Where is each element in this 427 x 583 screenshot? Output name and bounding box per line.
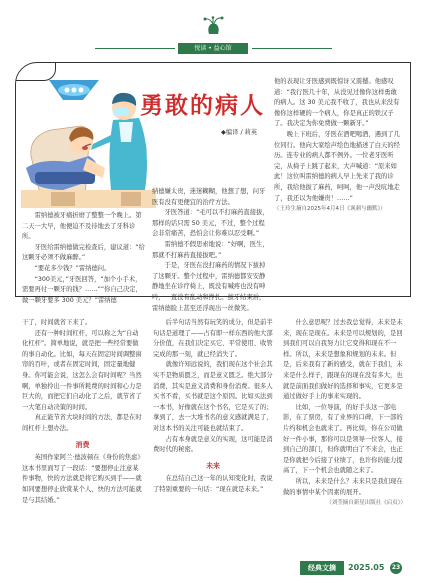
- subhead-future: 未来: [206, 461, 220, 470]
- story-box: [15, 62, 411, 312]
- story-paragraph: 晚上下班后，牙医在酒吧喝酒，遇到了几位同行。他向大家绘声绘色地描述了白天的经历。连专业的病人都不例外。一位老牙医听完，从椅子上跳了起来，大声喊道：“原来如此！这位叫雷纳德的病人早上先来了我的诊所，我给他拔了麻药，呵呵，他一声没吭地走了，我还以为他嫌贵！……”: [274, 130, 400, 202]
- story-byline: ◆编译 / 莉英: [221, 129, 258, 136]
- article-paragraph: 占有本身就是意义的实现，这可能是消费时代的秘密。: [153, 435, 273, 454]
- article-paragraph: 真正能节省大块时间的方法，都是在时间杠杆上想办法。: [22, 414, 142, 432]
- story-column-2: [152, 187, 270, 314]
- story-paragraph: 雷纳德被牙痛折磨了整整一个晚上。第二天一大早，他便迫不及待地去了牙科诊所。: [22, 212, 142, 241]
- article-column-3: [283, 318, 406, 509]
- article-source: （刘莹摘自新星出版社《启页》）: [326, 500, 406, 507]
- article-paragraph: 在总结自己这一年的认知变化时，我说了特别重要的一句话：“现在就是未来。”: [153, 475, 273, 493]
- story-paragraph: 雷纳德不假思索地说：“好啊，医生，那就不打麻药直接拔吧。”: [152, 240, 269, 259]
- story-paragraph: 牙医答道：“毛可以不打麻药直接拔，那样的话只需 50 美元，不过，整个过程会非常痛苦，恐怕会让你难以忍受啊。”: [152, 209, 269, 238]
- story-paragraph: 纳德嫌太贵，迷迷糊糊，他想了想，问牙医有没有更便宜的治疗方法。: [152, 188, 266, 206]
- magazine-name: 经典文摘: [300, 561, 344, 575]
- story-title: 勇敢的病人: [140, 92, 265, 119]
- subhead-consumption: 消费: [75, 440, 90, 449]
- story-paragraph: “要花多少钱？”雷纳德问。: [34, 264, 111, 272]
- page-header: [0, 6, 427, 56]
- story-column-3: [274, 77, 400, 215]
- article-column-1: [22, 318, 143, 506]
- story-column-1: [22, 211, 147, 306]
- section-label: 悦读 • 益心馆: [178, 43, 248, 54]
- issue-number: 2025.05: [348, 563, 385, 572]
- article-column-2: [153, 318, 273, 496]
- story-paragraph: 于是，牙医在没打麻药的情况下拔掉了这颗牙。整个过程中，雷纳德都安安静静地坐在诊疗椅上，既没有喊疼也没有呻吟，一直没有乱动和挣扎。拔牙结束后，雷纳德脸上甚至还浮现出一丝微笑。: [152, 262, 266, 312]
- dentist-illustration: [21, 78, 156, 208]
- article-paragraph: 还有一种时间杠杆，可以称之为“自动化杠杆”。简单地说，就是把一些经常要做的事自动化。比如，每天在固定时间调整窗帘的百叶，或者在固定时间，固定量地健身。你可能会说，这怎么会有时间呢？当然啊，单独拎出一件事所耗费的时间和心力是巨大的，而把它们自动化了之后，就节省了一大笔自动决策的时间。: [22, 329, 142, 411]
- article-paragraph: 英国作家阿兰·德波顿在《身份的焦虑》这本书里面写了一段话：“要想停止注意某件事物，快的方法就是将它购买到手——就如同要想停止欣赏某个人，快的方法可能就是与其结婚。”: [22, 454, 142, 504]
- story-paragraph: “300美元，”牙医回答，“加个小手术，需要再付一颗牙的钱？……”“你自己决定，做一颗牙要多 300 美元？”雷纳德: [22, 275, 142, 304]
- article-paragraph: 就像许知远说的，我们现在这个社会其实不是物质匮乏，而是意义匮乏。绝大部分消费，其实是意义消费和身份消费。很多人买书不看，买书就是这个原因。比如买法到一本书，好像就在这个书名，它是买了的；拿到了，去一大堆书名的意义感就满足了，对这本书的关注可能也就结束了。: [153, 361, 273, 432]
- article-paragraph: 所以，未来是什么？未来只是我们现在做的事情中某个因素的展开。: [283, 477, 403, 496]
- vase-icon: [200, 16, 227, 36]
- page-number: 23: [390, 562, 402, 574]
- article-paragraph: 后半句话当然有玩笑的成分，但是前半句话是道理了——占有即一样东西的他大部分价值，在我们决定买它、平常使用、收管完成的那一刻，就已经消失了。: [153, 319, 273, 358]
- article-paragraph: 干了，时间就省下来了。: [22, 319, 92, 326]
- article-paragraph: 比如，一位导演，的好手头这一部电影，在了票房，有了业界的口碑，下一部的片约和机会也就来了。再比如，你在公司做好一件小事，那你可以是领导一位客人，接到自己的部门，但你就明白了不来会，也正是你就把今后接了业绩了，也许你的能力提高了，下一个机会也就随之来了。: [283, 403, 403, 475]
- story-paragraph: 牙医给雷纳德做完检查后，建议道：“给这颗牙必须不做麻醉。”: [22, 243, 145, 262]
- article-paragraph: 什么意思呢？过去我总觉得，未来是未来，现在是现在。未来是可以规划的，是回到我们可以自我努力让它变得和现在不一样。所以，未来是想象和规划的未来。但是，后来我有了新的感受，就在于我们，未来是什么样子，跟现在的现在没有多大，也就是前面我们做好的选择和事实，它更多是通过做好手上的事来实现的。: [283, 319, 403, 401]
- story-source: （王玲生摘自2025年4月4日《讽刺与幽默》）: [274, 206, 386, 213]
- story-paragraph: 他的表现让牙医感到既惊讶又震撼。他感叹道：“我行医几十年，从没见过像你这样勇敢的病人。这 30 美元我不收了，我也从来没有像你这样硬的一个病人，你是真正的铁汉子了。我决定为你免费做一颗新牙。”: [274, 78, 400, 128]
